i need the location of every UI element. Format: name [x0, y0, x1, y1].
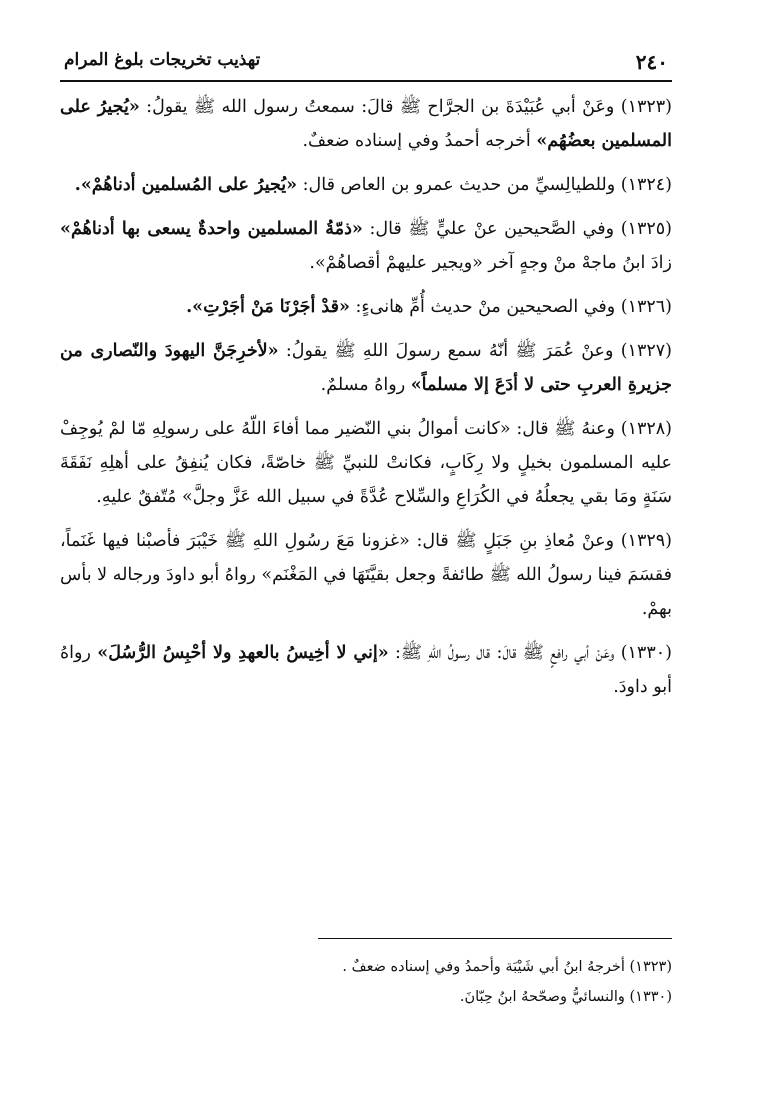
hadith-number: (١٣٢٦) — [620, 297, 672, 317]
hadith-list — [60, 90, 672, 714]
hadith-entry-1329 — [60, 524, 672, 626]
hadith-entry-1323 — [60, 90, 672, 158]
hadith-source: رواهُ أبو داودَ ورجاله لا بأس بهمْ. — [60, 565, 672, 619]
hadith-number: (١٣٣٠) — [620, 643, 672, 663]
hadith-text: وللطيالِسيِّ من حديث عمرو بن العاص قال: — [302, 175, 616, 195]
book-page — [60, 40, 672, 1070]
hadith-quote: «يُجيرُ على المُسلمين أدناهُمْ». — [74, 175, 298, 195]
hadith-quote: «قدْ أجَرْنَا مَنْ أجَرْتِ». — [186, 297, 350, 317]
hadith-text: وعَنْ أبي رافعٍ ﷺ قالَ: قال رسولُ اللهِ ﷺ: — [395, 643, 615, 663]
footnote-1330: (١٣٣٠) والنسائيُّ وصحّحهُ ابنُ حِبّانَ. — [459, 989, 672, 1005]
hadith-entry-1330 — [60, 636, 672, 704]
hadith-source: مُتّفقٌ عليهِ. — [96, 487, 177, 507]
hadith-number: (١٣٢٨) — [620, 419, 672, 439]
hadith-text: وفي الصَّحيحين عنْ عليٍّ ﷺ قال: — [369, 219, 615, 239]
hadith-entry-1324 — [60, 168, 672, 202]
footnote-divider — [318, 938, 672, 939]
hadith-source: زادَ ابنُ ماجهْ منْ وجهٍ آخر «ويجير عليهمْ أقصاهُمْ». — [309, 253, 672, 273]
hadith-text: وعنْ عُمَرَ ﷺ أنّهُ سمع رسولَ اللهِ ﷺ يقولُ: — [285, 341, 614, 361]
hadith-number: (١٣٢٧) — [620, 341, 672, 361]
hadith-entry-1325 — [60, 212, 672, 280]
footnote-1323: (١٣٢٣) أخرجهُ ابنُ أبي شَيْبَة وأحمدُ وفي إسناده ضعفٌ . — [342, 959, 672, 975]
hadith-source: رواهُ أبو داودَ. — [60, 643, 672, 697]
footnotes — [60, 952, 672, 1012]
page-header — [60, 40, 672, 82]
hadith-quote: «يُجيرُ على المسلمين بعضُهُم» — [60, 97, 672, 151]
hadith-text: وعنْ مُعاذِ بنِ جَبَلٍ ﷺ قال: «غزونا مَعَ رسُولِ اللهِ ﷺ خَيْبَرَ فأصبْنا فيها غَنَماً، فقسَمَ فينا رسولُ الله ﷺ طائفةً وجعل بقيَّتَهَا في المَغْنَم» — [60, 531, 672, 585]
hadith-quote: «إني لا أخِيسُ بالعهدِ ولا أحْبِسُ الرُّسُلَ» — [97, 643, 389, 663]
hadith-entry-1327 — [60, 334, 672, 402]
hadith-source: رواهُ مسلمٌ. — [320, 375, 406, 395]
hadith-text: وفي الصحيحين منْ حديث أُمِّ هانىءٍ: — [355, 297, 616, 317]
hadith-quote: «ذمّةُ المسلمين واحدةٌ يسعى بها أدناهُمْ» — [60, 219, 363, 239]
running-title: تهذيب تخريجات بلوغ المرام — [64, 50, 261, 70]
hadith-number: (١٣٢٩) — [620, 531, 672, 551]
hadith-entry-1326 — [60, 290, 672, 324]
hadith-number: (١٣٢٣) — [620, 97, 672, 117]
hadith-number: (١٣٢٤) — [620, 175, 672, 195]
hadith-entry-1328 — [60, 412, 672, 514]
hadith-source: أخرجه أحمدُ وفي إسناده ضعفٌ. — [302, 131, 531, 151]
hadith-text: وعنهُ ﷺ قال: «كانت أموالُ بني النّضير مما أفاءَ اللّهُ على رسولِهِ مّا لمْ يُوجِفْ عليه المسلمون بخيلٍ ولا رِكَابٍ، فكانتْ للنبيِّ ﷺ خاصّةً، فكان يُنفِقُ على أهلِهِ نَفَقَةَ سَنَةٍ ومَا بقي يجعلُهُ في الكُرَاعِ والسِّلاح عُدَّةً في سبيل الله عَزَّ وجلَّ» — [60, 419, 672, 507]
hadith-text: وعَنْ أبي عُبَيْدَةَ بن الجرَّاح ﷺ قالَ: سمعتُ رسول الله ﷺ يقولُ: — [146, 97, 615, 117]
hadith-quote: «لأخرِجَنَّ اليهودَ والنّصارى من جزيرةِ العربِ حتى لا أدَعَ إلا مسلماً» — [60, 341, 672, 395]
hadith-number: (١٣٢٥) — [620, 219, 672, 239]
page-number: ٢٤٠ — [635, 50, 668, 74]
